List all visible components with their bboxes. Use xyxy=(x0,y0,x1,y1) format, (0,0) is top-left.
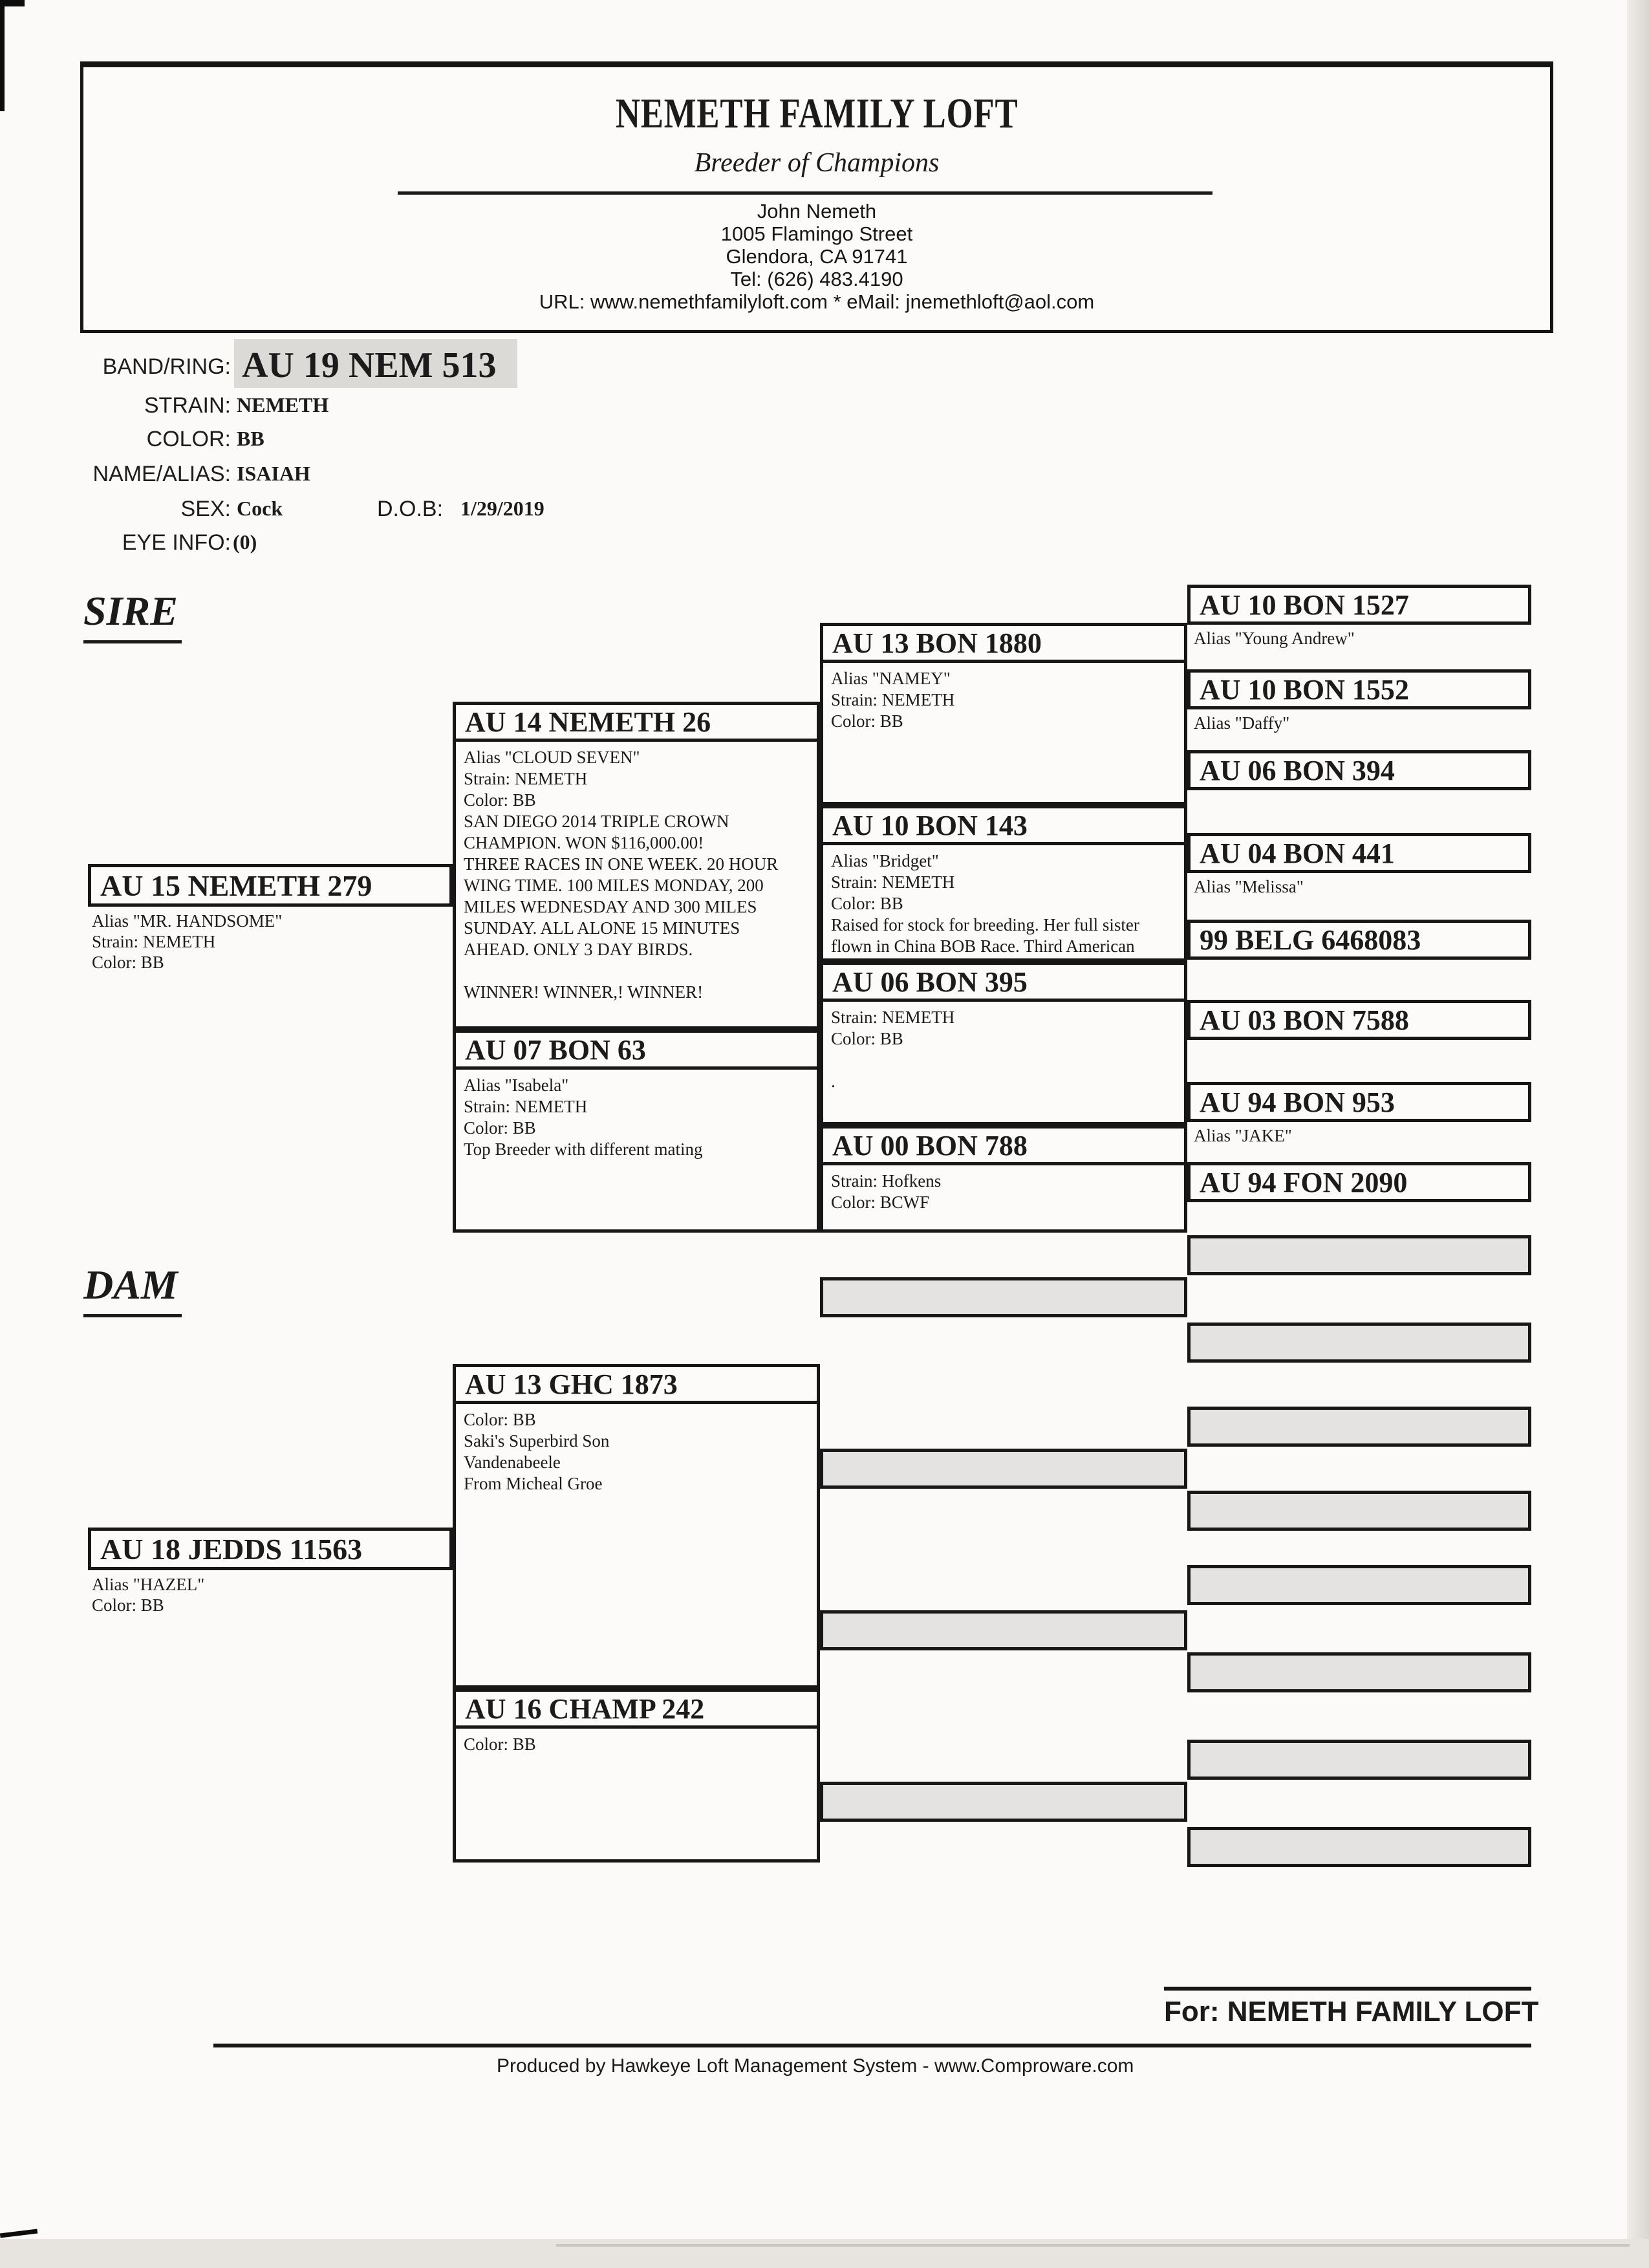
band-ring-value: AU 19 NEM 513 xyxy=(242,345,497,385)
empty-ancestor-box xyxy=(820,1449,1187,1489)
color-label: COLOR: xyxy=(146,427,231,451)
great-grandparent-details xyxy=(820,845,1187,962)
gg-grandparent-band-box: AU 10 BON 1552 xyxy=(1187,669,1531,709)
dam-section-label: DAM xyxy=(83,1261,182,1317)
dam-grandsire-band-box: AU 13 GHC 1873 xyxy=(453,1364,820,1404)
detail-line: Vandenabeele xyxy=(464,1453,561,1472)
detail-line: flown in China BOB Race. Third American xyxy=(831,936,1135,956)
name-alias-row xyxy=(0,462,905,488)
gg-grandparent-alias: Alias "Young Andrew" xyxy=(1194,629,1355,648)
detail-line: Alias "HAZEL" xyxy=(92,1575,205,1594)
empty-ancestor-box xyxy=(1187,1491,1531,1531)
detail-line: Alias "MR. HANDSOME" xyxy=(92,911,283,931)
name-alias-label: NAME/ALIAS: xyxy=(92,462,231,486)
detail-line: Strain: NEMETH xyxy=(831,690,955,709)
gg-grandparent-band-box: AU 06 BON 394 xyxy=(1187,750,1531,790)
sire-granddam-details xyxy=(453,1070,820,1233)
detail-line: CHAMPION. WON $116,000.00! xyxy=(464,833,704,852)
detail-line: Alias "NAMEY" xyxy=(831,669,951,688)
detail-line: Color: BB xyxy=(92,953,164,972)
sire-band-box: AU 15 NEMETH 279 xyxy=(88,864,453,907)
detail-line: John Nemeth xyxy=(757,200,877,222)
sire-details xyxy=(88,911,457,973)
detail-line xyxy=(464,960,813,982)
sire-section-label: SIRE xyxy=(83,587,182,643)
detail-line: Color: BB xyxy=(464,1734,536,1754)
detail-line: Color: BCWF xyxy=(831,1193,930,1212)
loft-masthead xyxy=(80,61,1553,333)
gg-grandparent-alias: Alias "JAKE" xyxy=(1194,1126,1292,1145)
detail-line: MILES WEDNESDAY AND 300 MILES xyxy=(464,897,757,916)
loft-contact-block xyxy=(83,200,1550,313)
dob-label: D.O.B: xyxy=(377,497,444,521)
detail-line: Glendora, CA 91741 xyxy=(726,245,908,268)
color-value: BB xyxy=(237,427,264,450)
detail-line: Strain: NEMETH xyxy=(464,769,588,788)
detail-line: Strain: NEMETH xyxy=(831,1008,955,1027)
detail-line: Strain: NEMETH xyxy=(92,932,216,951)
dam-granddam-band-box: AU 16 CHAMP 242 xyxy=(453,1689,820,1729)
dam-band-box: AU 18 JEDDS 11563 xyxy=(88,1528,453,1570)
great-grandparent-band-box: AU 10 BON 143 xyxy=(820,805,1187,845)
empty-ancestor-box xyxy=(820,1610,1187,1650)
empty-ancestor-box xyxy=(1187,1565,1531,1605)
dam-details xyxy=(88,1574,457,1615)
footer-divider-short xyxy=(1164,1987,1531,1991)
scan-artifact xyxy=(0,0,5,111)
empty-ancestor-box xyxy=(1187,1652,1531,1692)
band-ring-label: BAND/RING: xyxy=(102,354,231,379)
detail-line: Strain: NEMETH xyxy=(831,872,955,892)
dam-grandsire-details xyxy=(453,1404,820,1689)
scan-edge-bottom xyxy=(0,2239,1649,2268)
empty-ancestor-box xyxy=(1187,1407,1531,1447)
detail-line: From Micheal Groe xyxy=(464,1474,603,1493)
eye-info-label: EYE INFO: xyxy=(122,530,231,555)
detail-line: Saki's Superbird Son xyxy=(464,1431,610,1451)
detail-line: Top Breeder with different mating xyxy=(464,1139,703,1159)
detail-line: Color: BB xyxy=(831,711,903,731)
footer-divider-long xyxy=(213,2044,1531,2047)
detail-line: Alias "Isabela" xyxy=(464,1075,569,1095)
gg-grandparent-alias: Alias "Melissa" xyxy=(1194,877,1304,896)
empty-ancestor-box xyxy=(1187,1827,1531,1867)
sex-dob-row xyxy=(0,497,905,523)
gg-grandparent-band-box: AU 03 BON 7588 xyxy=(1187,1000,1531,1040)
strain-row xyxy=(0,393,905,419)
detail-line: Strain: Hofkens xyxy=(831,1171,942,1191)
sex-value: Cock xyxy=(237,497,283,520)
detail-line: WINNER! WINNER,! WINNER! xyxy=(464,982,704,1002)
detail-line: Color: BB xyxy=(92,1595,164,1615)
gg-grandparent-band-box: AU 94 FON 2090 xyxy=(1187,1162,1531,1202)
detail-line: URL: www.nemethfamilyloft.com * eMail: jnemethloft@aol.com xyxy=(539,290,1095,313)
sex-label: SEX: xyxy=(180,497,231,521)
detail-line: SAN DIEGO 2014 TRIPLE CROWN xyxy=(464,812,729,831)
scan-paper-edge-line xyxy=(556,2244,1630,2247)
detail-line: Color: BB xyxy=(464,790,536,810)
detail-line: Strain: NEMETH xyxy=(464,1097,588,1116)
gg-grandparent-alias: Alias "Daffy" xyxy=(1194,713,1290,733)
empty-ancestor-box xyxy=(820,1782,1187,1822)
detail-line: Alias "Bridget" xyxy=(831,851,939,870)
detail-line: Raised for stock for breeding. Her full sister xyxy=(831,915,1139,934)
eye-info-row xyxy=(0,530,905,556)
great-grandparent-band-box: AU 00 BON 788 xyxy=(820,1125,1187,1165)
footer-produced-by: Produced by Hawkeye Loft Management System - www.Comproware.com xyxy=(497,2055,1134,2077)
great-grandparent-details xyxy=(820,663,1187,805)
color-row xyxy=(0,427,905,453)
empty-ancestor-box xyxy=(1187,1235,1531,1275)
sire-grandsire-band-box: AU 14 NEMETH 26 xyxy=(453,702,820,742)
empty-ancestor-box xyxy=(1187,1323,1531,1363)
strain-value: NEMETH xyxy=(237,393,329,416)
great-grandparent-band-box: AU 06 BON 395 xyxy=(820,962,1187,1002)
gg-grandparent-band-box: AU 94 BON 953 xyxy=(1187,1082,1531,1122)
gg-grandparent-band-box: AU 04 BON 441 xyxy=(1187,833,1531,873)
detail-line: SUNDAY. ALL ALONE 15 MINUTES xyxy=(464,918,740,938)
loft-title: NEMETH FAMILY LOFT xyxy=(615,90,1018,137)
detail-line: . xyxy=(831,1072,835,1091)
sire-granddam-band-box: AU 07 BON 63 xyxy=(453,1030,820,1070)
strain-label: STRAIN: xyxy=(144,393,231,418)
great-grandparent-band-box: AU 13 BON 1880 xyxy=(820,623,1187,663)
detail-line: Color: BB xyxy=(831,894,903,913)
detail-line: Tel: (626) 483.4190 xyxy=(730,268,903,290)
empty-ancestor-box xyxy=(1187,1740,1531,1780)
loft-subtitle: Breeder of Champions xyxy=(694,148,940,178)
detail-line: Alias "CLOUD SEVEN" xyxy=(464,748,640,767)
sire-grandsire-details xyxy=(453,742,820,1030)
name-alias-value: ISAIAH xyxy=(237,462,310,485)
detail-line: Color: BB xyxy=(464,1118,536,1138)
dam-granddam-details xyxy=(453,1729,820,1863)
great-grandparent-details xyxy=(820,1002,1187,1125)
footer-for-text: For: NEMETH FAMILY LOFT xyxy=(1164,1996,1539,2027)
detail-line: THREE RACES IN ONE WEEK. 20 HOUR xyxy=(464,854,779,874)
detail-line: WING TIME. 100 MILES MONDAY, 200 xyxy=(464,876,764,895)
gg-grandparent-band-box: 99 BELG 6468083 xyxy=(1187,920,1531,960)
detail-line: Color: BB xyxy=(831,1029,903,1048)
detail-line xyxy=(831,1050,1180,1071)
eye-info-value: (0) xyxy=(233,530,257,554)
dob-value: 1/29/2019 xyxy=(460,497,544,520)
gg-grandparent-band-box: AU 10 BON 1527 xyxy=(1187,585,1531,625)
empty-ancestor-box xyxy=(820,1277,1187,1317)
detail-line: AHEAD. ONLY 3 DAY BIRDS. xyxy=(464,940,693,959)
masthead-divider xyxy=(398,191,1212,195)
detail-line: 1005 Flamingo Street xyxy=(720,222,913,245)
detail-line: Color: BB xyxy=(464,1410,536,1429)
great-grandparent-details xyxy=(820,1165,1187,1233)
scan-edge-right xyxy=(1627,0,1649,2268)
